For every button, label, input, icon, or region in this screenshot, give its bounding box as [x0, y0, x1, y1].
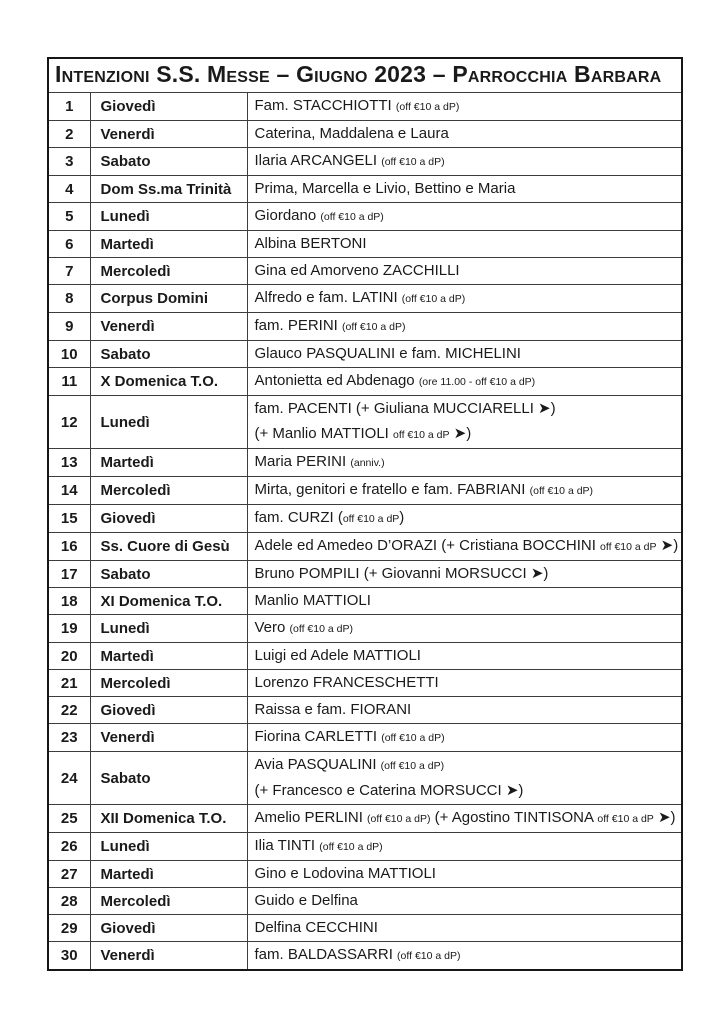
intention-line — [255, 422, 680, 448]
intention-cell — [247, 861, 682, 888]
day-number: 12 — [48, 396, 90, 449]
intention-line — [255, 862, 680, 886]
intention-cell — [247, 505, 682, 533]
intention-text: fam. PACENTI (+ Giuliana MUCCIARELLI ➤) — [254, 400, 556, 417]
intention-cell — [247, 285, 682, 313]
intention-line — [255, 916, 680, 940]
intention-cell — [247, 942, 682, 971]
day-number: 2 — [48, 121, 90, 148]
intention-line — [255, 644, 680, 668]
intention-line — [255, 616, 680, 641]
intention-text: Caterina, Maddalena e Laura — [254, 125, 449, 142]
table-row — [48, 258, 682, 285]
table-row — [48, 313, 682, 341]
day-name: Venerdì — [90, 121, 247, 148]
intention-text: Gino e Lodovina MATTIOLI — [254, 865, 436, 883]
intention-line — [255, 177, 680, 201]
intention-cell — [247, 477, 682, 505]
table-row — [48, 561, 682, 588]
intention-cell — [247, 615, 682, 643]
intention-line — [255, 562, 680, 586]
intention-text: Manlio MATTIOLI — [254, 592, 371, 610]
intention-text: Prima, Marcella e Livio, Bettino e Maria — [254, 180, 516, 197]
intention-text: (+ Manlio MATTIOLI — [254, 424, 394, 442]
intention-cell — [247, 258, 682, 285]
day-name: Mercoledì — [90, 888, 247, 915]
day-number: 6 — [48, 231, 90, 258]
intention-cell — [247, 93, 682, 121]
intention-cell — [247, 643, 682, 670]
offering-note: (off €10 a dP) — [320, 211, 384, 223]
day-number: 14 — [48, 477, 90, 505]
intention-text: Vero — [254, 619, 290, 637]
intention-cell — [247, 396, 682, 449]
intention-cell — [247, 561, 682, 588]
intention-line — [255, 450, 680, 475]
intention-line — [255, 506, 680, 531]
offering-note: (off €10 a dP) — [289, 623, 353, 636]
offering-note: (ore 11.00 - off €10 a dP) — [418, 376, 536, 388]
offering-note: (off €10 a dP) — [381, 156, 445, 168]
day-number: 5 — [48, 203, 90, 231]
intention-text: Alfredo e fam. LATINI — [254, 289, 402, 306]
intention-cell — [247, 148, 682, 176]
intention-cell — [247, 724, 682, 752]
day-name: Ss. Cuore di Gesù — [90, 533, 247, 561]
day-name: Sabato — [90, 341, 247, 368]
offering-note: (off €10 a dP) — [380, 760, 445, 773]
day-name: Dom Ss.ma Trinità — [90, 176, 247, 203]
day-number: 15 — [48, 505, 90, 533]
day-name: Sabato — [90, 148, 247, 176]
offering-note: (off €10 a dP) — [342, 321, 406, 333]
intention-text: Guido e Delfina — [254, 892, 358, 910]
intention-text: Fiorina CARLETTI — [254, 728, 382, 746]
table-row — [48, 93, 682, 121]
table-row — [48, 724, 682, 752]
table-row — [48, 148, 682, 176]
offering-note: (off €10 a dP) — [529, 485, 594, 498]
intention-cell — [247, 833, 682, 861]
intention-text: Albina BERTONI — [254, 235, 367, 252]
day-name: Giovedì — [90, 505, 247, 533]
intention-line — [255, 589, 680, 613]
intention-cell — [247, 588, 682, 615]
intentions-body — [48, 93, 682, 971]
offering-note: (off €10 a dP) — [401, 293, 466, 305]
offering-note: (off €10 a dP) — [397, 950, 461, 963]
intention-line — [255, 397, 680, 422]
day-number: 24 — [48, 752, 90, 805]
intention-text: fam. PERINI — [254, 317, 343, 334]
day-number: 20 — [48, 643, 90, 670]
intention-cell — [247, 805, 682, 833]
day-name: Martedì — [90, 449, 247, 477]
day-name: Martedì — [90, 231, 247, 258]
table-row — [48, 643, 682, 670]
intention-text: Ilia TINTI — [254, 837, 320, 855]
intention-cell — [247, 313, 682, 341]
intention-line — [255, 369, 680, 394]
day-name: Sabato — [90, 561, 247, 588]
table-row — [48, 915, 682, 942]
intention-text: Gina ed Amorveno ZACCHILLI — [254, 262, 460, 279]
intention-text: ➤) — [653, 809, 676, 827]
table-row — [48, 285, 682, 313]
table-row — [48, 670, 682, 697]
day-name: Giovedì — [90, 93, 247, 121]
table-row — [48, 752, 682, 805]
offering-note: (off €10 a dP) — [381, 732, 445, 745]
intention-text: ➤) — [656, 537, 679, 555]
day-number: 10 — [48, 341, 90, 368]
intention-cell — [247, 176, 682, 203]
table-row — [48, 888, 682, 915]
day-name: Sabato — [90, 752, 247, 805]
intention-text: Mirta, genitori e fratello e fam. FABRIANI — [254, 481, 530, 499]
day-name: X Domenica T.O. — [90, 368, 247, 396]
day-name: Giovedì — [90, 697, 247, 724]
day-number: 3 — [48, 148, 90, 176]
intention-text: Luigi ed Adele MATTIOLI — [254, 647, 421, 665]
intention-text: (+ Francesco e Caterina MORSUCCI ➤) — [254, 781, 524, 799]
table-row — [48, 341, 682, 368]
intention-line — [255, 94, 680, 119]
intention-cell — [247, 533, 682, 561]
day-number: 27 — [48, 861, 90, 888]
day-number: 28 — [48, 888, 90, 915]
day-number: 1 — [48, 93, 90, 121]
intention-cell — [247, 121, 682, 148]
table-row — [48, 588, 682, 615]
table-row — [48, 231, 682, 258]
intention-cell — [247, 915, 682, 942]
day-number: 19 — [48, 615, 90, 643]
day-number: 22 — [48, 697, 90, 724]
day-number: 9 — [48, 313, 90, 341]
day-number: 29 — [48, 915, 90, 942]
table-row — [48, 176, 682, 203]
table-row — [48, 615, 682, 643]
day-number: 30 — [48, 942, 90, 971]
intention-text: Avia PASQUALINI — [254, 756, 381, 774]
table-row — [48, 697, 682, 724]
intention-text: Bruno POMPILI (+ Giovanni MORSUCCI ➤) — [254, 565, 549, 583]
intention-line — [255, 534, 680, 559]
intention-text: Delfina CECCHINI — [254, 919, 378, 937]
intention-text: ➤) — [449, 424, 472, 442]
day-number: 11 — [48, 368, 90, 396]
intention-cell — [247, 697, 682, 724]
intention-line — [255, 671, 680, 695]
intention-cell — [247, 368, 682, 396]
day-number: 26 — [48, 833, 90, 861]
intention-cell — [247, 449, 682, 477]
day-name: Venerdì — [90, 942, 247, 971]
offering-note: off €10 a dP — [393, 428, 450, 441]
intention-text: ) — [399, 509, 405, 527]
day-name: Martedì — [90, 861, 247, 888]
intention-line — [255, 753, 680, 779]
intention-line — [255, 204, 680, 229]
day-name: Corpus Domini — [90, 285, 247, 313]
day-number: 13 — [48, 449, 90, 477]
table-row — [48, 942, 682, 971]
day-name: Giovedì — [90, 915, 247, 942]
page-title: Intenzioni S.S. Messe – Giugno 2023 – Parrocchia Barbara — [48, 58, 682, 93]
day-name: Mercoledì — [90, 258, 247, 285]
table-row — [48, 533, 682, 561]
table-row — [48, 505, 682, 533]
intention-text: Adele ed Amedeo D’ORAZI (+ Cristiana BOCCHINI — [254, 537, 601, 555]
mass-intentions-table — [47, 57, 683, 971]
table-row — [48, 805, 682, 833]
intention-text: Giordano — [254, 207, 321, 224]
day-name: Lunedì — [90, 396, 247, 449]
table-row — [48, 861, 682, 888]
day-name: Venerdì — [90, 724, 247, 752]
day-name: Martedì — [90, 643, 247, 670]
intention-line — [255, 342, 680, 366]
intention-line — [255, 314, 680, 339]
intention-line — [255, 889, 680, 913]
intention-cell — [247, 670, 682, 697]
day-name: Lunedì — [90, 203, 247, 231]
intention-line — [255, 779, 680, 804]
intention-text: Maria PERINI — [254, 453, 351, 471]
intention-line — [255, 478, 680, 503]
table-row — [48, 121, 682, 148]
day-name: Mercoledì — [90, 670, 247, 697]
table-row — [48, 203, 682, 231]
title-row — [48, 58, 682, 93]
day-name: Lunedì — [90, 833, 247, 861]
table-row — [48, 368, 682, 396]
offering-note: (anniv.) — [350, 457, 385, 470]
intention-cell — [247, 341, 682, 368]
day-number: 8 — [48, 285, 90, 313]
intention-line — [255, 943, 680, 968]
day-number: 7 — [48, 258, 90, 285]
day-name: XII Domenica T.O. — [90, 805, 247, 833]
day-number: 25 — [48, 805, 90, 833]
offering-note: off €10 a dP — [342, 513, 400, 526]
intention-text: Glauco PASQUALINI e fam. MICHELINI — [254, 345, 521, 362]
day-name: Lunedì — [90, 615, 247, 643]
day-number: 4 — [48, 176, 90, 203]
intention-line — [255, 232, 680, 256]
intention-text: fam. CURZI ( — [254, 509, 343, 527]
offering-note: (off €10 a dP) — [395, 101, 460, 113]
intention-line — [255, 149, 680, 174]
offering-note: (off €10 a dP) — [367, 813, 431, 826]
intention-line — [255, 806, 680, 831]
intention-cell — [247, 888, 682, 915]
intention-text: fam. BALDASSARRI — [254, 946, 398, 964]
table-row — [48, 449, 682, 477]
table-row — [48, 833, 682, 861]
intention-text: Raissa e fam. FIORANI — [254, 701, 412, 719]
day-number: 23 — [48, 724, 90, 752]
day-name: Venerdì — [90, 313, 247, 341]
intention-line — [255, 286, 680, 311]
intention-line — [255, 698, 680, 722]
offering-note: off €10 a dP — [597, 813, 654, 826]
intention-line — [255, 725, 680, 750]
intention-text: (+ Agostino TINTISONA — [430, 809, 598, 827]
intention-line — [255, 122, 680, 146]
table-row — [48, 396, 682, 449]
intention-text: Antonietta ed Abdenago — [254, 372, 419, 389]
intention-line — [255, 259, 680, 283]
intention-cell — [247, 752, 682, 805]
intention-text: Lorenzo FRANCESCHETTI — [254, 674, 439, 692]
day-number: 21 — [48, 670, 90, 697]
intention-cell — [247, 231, 682, 258]
day-number: 18 — [48, 588, 90, 615]
intention-text: Amelio PERLINI — [254, 809, 368, 827]
offering-note: off €10 a dP — [600, 541, 657, 554]
offering-note: (off €10 a dP) — [319, 841, 383, 854]
day-number: 16 — [48, 533, 90, 561]
day-number: 17 — [48, 561, 90, 588]
intention-cell — [247, 203, 682, 231]
day-name: Mercoledì — [90, 477, 247, 505]
intention-text: Fam. STACCHIOTTI — [254, 97, 396, 114]
day-name: XI Domenica T.O. — [90, 588, 247, 615]
intention-line — [255, 834, 680, 859]
table-row — [48, 477, 682, 505]
intention-text: Ilaria ARCANGELI — [254, 152, 382, 169]
